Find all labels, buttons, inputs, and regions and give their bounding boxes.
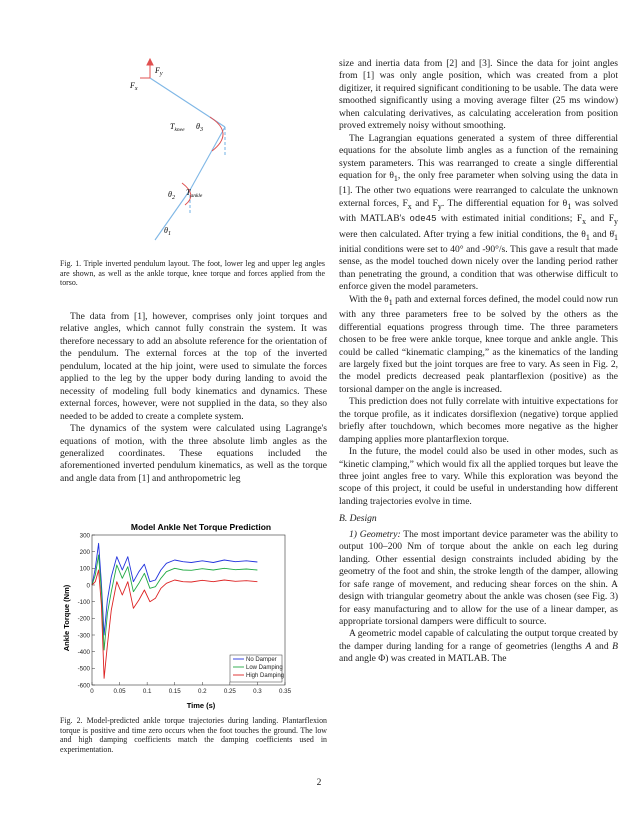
theta1-label: $\theta_1$ [164,226,171,237]
y-tick-label: -600 [77,682,90,690]
theta2-label: $\theta_2$ [168,190,175,201]
y-tick-label: -100 [77,598,90,606]
y-tick-label: -300 [77,632,90,640]
paragraph: 1) Geometry: The most important device parameter was the ability to output 100–200 Nm of torque about the ankle on each leg during landing. Other essential design constraints included abiding by the geometry of the foot and shin, the stroke length of the damper, allowing for safe range of movement, and reducing shear forces on the shin. A design with triangular geometry about the ankle was chosen (see Fig. 3) for easy manufacturing and to allow for the use of a linear damper, as appropriate torsional dampers were difficult to source. [339,528,618,628]
right-column-text [339,58,618,666]
paragraph: The Lagrangian equations generated a system of three differential equations for the absolute limb angles as a function of the remaining system parameters. This was rearranged to create a single differential equation for $\theta_1$, the only free parameter when solving using the data in [1]. The other two equations were rearranged to calculate the unknown external forces, $F_x$ and $F_y$. The differential equation for $\theta_1$ was solved with MATLAB's ode45 with estimated initial conditions; $F_x$ and $F_y$ were then calculated. After trying a few initial conditions, the $\theta_1$ and $\thetȧ_1$ initial conditions were set to 40° and -90°/s. This gave a result that made sense, as the model touched down nicely over the landing period rather than penetrating the ground, a condition that was otherwise difficult to enforce given the model parameters. [339,132,618,293]
x-tick-label: 0.15 [168,688,181,695]
y-tick-label: 300 [79,532,90,540]
y-tick-label: 200 [79,548,90,556]
y-tick-label: -400 [77,648,90,656]
fy-label: $F_y$ [155,66,163,77]
paragraph: With the $\theta_1$ path and external forces defined, the model could now run with any three parameters free to be solved by the others as the differential equations progress through time. The three parameters chosen to be free were ankle torque, knee torque and ankle angle. This could be called “kinematic clamping,” as the kinematics of the landing are largely fixed but the joint torques are free to vary. As seen in Fig. 2, the model predicts decreased peak plantarflexion (positive) as the torsional damper on the angle is increased. [339,293,618,395]
x-tick-label: 0 [90,688,94,695]
paragraph: A geometric model capable of calculating the output torque created by the damper during landing for a range of geometries (lengths A and B and angle Φ) was created in MATLAB. The [339,628,618,665]
x-tick-label: 0.35 [278,688,292,695]
chart-x-axis-label: Time (s) [186,701,216,710]
series-line-low-damping [92,555,257,650]
fy-arrowhead [147,59,153,65]
y-tick-label: 0 [86,582,90,590]
page-number: 2 [316,778,322,788]
paragraph: The data from [1], however, comprises only joint torques and relative angles, which cannot fully constrain the system. It was therefore necessary to add an absolute reference for the orientation of the pendulum. The external forces at the top of the inverted pendulum, located at the hip joint, were used to simulate the forces applied to the leg by the upper body during landing to avoid the necessity of modeling full body kinematics and dynamics. These external forces, however, were not supplied in the data, so they also needed to be added to create a complete system. [60,311,327,422]
y-tick-label: 100 [79,565,90,573]
y-tick-label: -500 [77,665,90,673]
paragraph: size and inertia data from [2] and [3]. Since the data for joint angles from [1] was only angle position, which was created from a plot digitizer, it required significant conditioning to be usable. The data were smoothed significantly using a moving average filter (25 ms window) when calculating derivatives, as calculating acceleration from position proved extremely noisy without smoothing. [339,58,618,132]
x-tick-label: 0.3 [253,688,262,695]
series-line-no-damper [92,543,257,635]
section-heading: B. Design [339,513,377,525]
pendulum-diagram [100,55,290,250]
paragraph: In the future, the model could also be used in other modes, such as “kinetic clamping,” which would fix all the applied torques but leave the three joint angles free to vary. While this exploration was beyond the scope of this project, it could be useful in understanding how different landing trajectories evolve in time. [339,446,618,507]
theta3-label: $\theta_3$ [196,122,203,133]
lower-leg-line [190,127,225,190]
chart-y-axis-label: Ankle Torque (Nm) [62,584,71,652]
tknee-label: $T_{knee}$ [170,122,185,133]
x-tick-label: 0.2 [197,688,207,695]
left-column-text [60,311,327,485]
x-tick-label: 0.05 [113,688,126,695]
figure-1-caption: Fig. 1. Triple inverted pendulum layout. The foot, lower leg and upper leg angles are shown, as well as the ankle torque, knee torque and forces applied from the torso. [60,259,325,288]
x-tick-label: 0.25 [223,688,236,695]
ankle-torque-chart [60,518,310,710]
paragraph: The dynamics of the system were calculated using Lagrange's equations of motion, with the three absolute limb angles as the generalized coordinates. These equations included the aforementioned inverted pendulum kinematics, as well as the torque and angle data from [1] and anthropometric leg [60,423,327,484]
legend-label: High Damping [246,673,285,679]
paragraph: This prediction does not fully correlate with intuitive expectations for the torque profile, as it indicates dorsiflexion (negative) torque applied briefly after touchdown, which becomes more negative as the higher damping applies more plantarflexion torque. [339,396,618,445]
figure-2-caption: Fig. 2. Model-predicted ankle torque trajectories during landing. Plantarflexion torque is positive and time zero occurs when the foot touches the ground. The low and high damping coefficients match the damping coefficients used in experimentation. [60,716,327,754]
tankle-label: $T_{ankle}$ [186,188,203,199]
legend-label: Low Damping [246,665,283,671]
x-tick-label: 0.1 [142,688,152,695]
chart-title: Model Ankle Net Torque Prediction [130,522,272,532]
subsection-heading: 1) Geometry: [349,528,401,540]
chart-legend [230,655,284,682]
y-tick-label: -200 [77,615,90,623]
fx-label: $F_x$ [130,81,138,92]
legend-label: No Damper [246,657,277,663]
